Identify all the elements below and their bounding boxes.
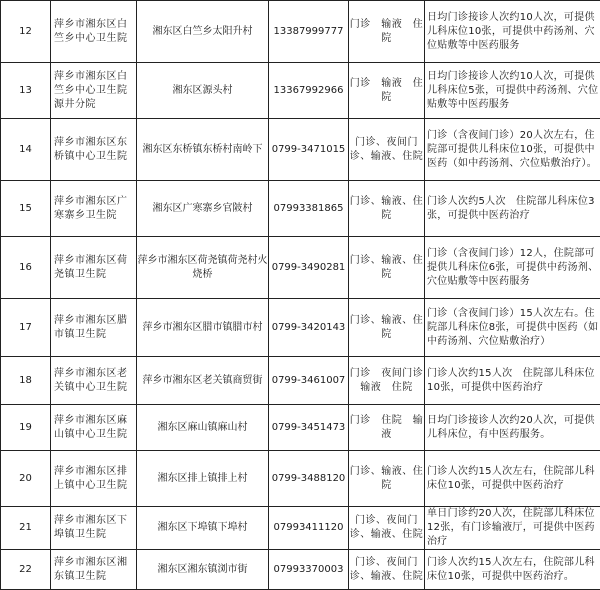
row-number: 12 [1,25,50,39]
row-number-cell [1,507,51,550]
phone-number-cell [269,119,349,181]
table-row [1,119,600,181]
service-description: 门诊人次约15人次左右，住院部儿科床位10张，可提供中医药治疗。 [427,556,600,584]
phone-number: 0799-3490281 [269,261,348,275]
institution-name: 萍乡市湘东区东桥镇中心卫生院 [54,136,136,164]
services-cell [349,119,425,181]
services: 门诊、输液、住院 [349,465,424,493]
table-row [1,237,600,299]
institution-name-cell [51,299,137,357]
services: 门诊、夜间门诊、输液、住院 [349,514,424,542]
table-row [1,451,600,507]
service-description: 门诊人次约5人次 住院部儿科床位3张，可提供中医药治疗 [427,195,600,223]
address-cell [137,237,269,299]
institution-name: 萍乡市湘东区广寒寨乡卫生院 [54,195,136,223]
row-number: 13 [1,84,50,98]
institution-name-cell [51,550,137,590]
address-cell [137,507,269,550]
service-description: 门诊人次约15人次 住院部儿科床位10张，可提供中医药治疗 [427,367,600,395]
address-cell [137,357,269,405]
address-cell [137,299,269,357]
service-description: 门诊（含夜间门诊）15人次左右。住院部儿科床位8张，可提供中医药（如中药汤剂、穴位贴敷治疗） [427,307,600,349]
phone-number-cell [269,507,349,550]
row-number-cell [1,405,51,451]
row-number: 16 [1,261,50,275]
services-cell [349,237,425,299]
phone-number-cell [269,405,349,451]
address: 湘东区下埠镇下埠村 [137,521,268,535]
table-row [1,181,600,237]
institution-name-cell [51,119,137,181]
services-cell [349,405,425,451]
address: 湘东区东桥镇东桥村南岭下 [137,143,268,157]
row-number-cell [1,550,51,590]
table-row [1,299,600,357]
service-description: 门诊人次约15人次左右，住院部儿科床位10张，可提供中医药治疗 [427,465,600,493]
services: 门诊、输液、住院 [349,254,424,282]
phone-number: 07993370003 [269,563,348,577]
services: 门诊、输液、住院 [349,314,424,342]
table-row [1,357,600,405]
address: 湘东区源头村 [137,84,268,98]
service-description-cell [425,299,600,357]
service-description-cell [425,451,600,507]
service-description-cell [425,181,600,237]
address: 湘东区排上镇排上村 [137,472,268,486]
institution-name: 萍乡市湘东区麻山镇中心卫生院 [54,414,136,442]
institution-name: 萍乡市湘东区白竺乡中心卫生院 [54,18,136,46]
table-row [1,550,600,590]
institution-name: 萍乡市湘东区腊市镇卫生院 [54,314,136,342]
row-number: 21 [1,521,50,535]
row-number: 20 [1,472,50,486]
services: 门诊 输液 住院 [349,18,424,46]
address: 湘东区白竺乡太阳升村 [137,25,268,39]
table-row [1,63,600,119]
row-number-cell [1,357,51,405]
row-number: 19 [1,421,50,435]
row-number-cell [1,237,51,299]
row-number-cell [1,451,51,507]
phone-number-cell [269,357,349,405]
services: 门诊、夜间门诊、输液、住院 [349,556,424,584]
services-cell [349,299,425,357]
service-description: 日均门诊接诊人次约10人次，可提供儿科床位10张，可提供中药汤剂、穴位贴敷等中医药服务 [427,11,600,53]
services: 门诊、夜间门诊、输液、住院 [349,136,424,164]
service-description-cell [425,119,600,181]
phone-number-cell [269,550,349,590]
row-number: 18 [1,374,50,388]
services: 门诊 夜间门诊输液 住院 [349,367,424,395]
institution-name-cell [51,357,137,405]
service-description-cell [425,405,600,451]
row-number: 15 [1,202,50,216]
institution-name-cell [51,451,137,507]
institution-name-cell [51,507,137,550]
table-row [1,507,600,550]
services-cell [349,63,425,119]
row-number-cell [1,299,51,357]
institution-name: 萍乡市湘东区排上镇中心卫生院 [54,465,136,493]
row-number: 22 [1,563,50,577]
institution-name-cell [51,1,137,63]
service-description-cell [425,507,600,550]
service-description: 日均门诊接诊人次约20人次，可提供儿科床位，有中医药服务。 [427,414,600,442]
service-description-cell [425,357,600,405]
phone-number-cell [269,451,349,507]
services-cell [349,1,425,63]
row-number-cell [1,63,51,119]
institution-name: 萍乡市湘东区荷尧镇卫生院 [54,254,136,282]
address-cell [137,63,269,119]
address: 湘东区麻山镇麻山村 [137,421,268,435]
service-description-cell [425,237,600,299]
services-cell [349,357,425,405]
address: 湘东区广寒寨乡官陂村 [137,202,268,216]
phone-number-cell [269,63,349,119]
table-row [1,405,600,451]
institution-name-cell [51,63,137,119]
phone-number: 07993411120 [269,521,348,535]
address-cell [137,550,269,590]
address: 萍乡市湘东区腊市镇腊市村 [137,321,268,335]
phone-number: 0799-3420143 [269,321,348,335]
service-description-cell [425,550,600,590]
service-description: 单日门诊约20人次，住院部儿科床位12张，有门诊输液厅，可提供中医药治疗 [427,507,600,549]
services-cell [349,550,425,590]
institution-name-cell [51,237,137,299]
phone-number: 13367992966 [269,84,348,98]
institution-name: 萍乡市湘东区白竺乡中心卫生院源井分院 [54,70,136,112]
service-description: 门诊（含夜间门诊）20人次左右，住院部可提供儿科床位10张，可提供中医药（如中药汤剂、穴位贴敷治疗）。 [427,129,600,171]
services: 门诊 输液 住院 [349,77,424,105]
phone-number: 0799-3451473 [269,421,348,435]
address: 萍乡市湘东区荷尧镇荷尧村火烧桥 [137,254,268,282]
phone-number: 07993381865 [269,202,348,216]
phone-number-cell [269,1,349,63]
institution-name: 萍乡市湘东区老关镇中心卫生院 [54,367,136,395]
row-number-cell [1,181,51,237]
services: 门诊 住院 输液 [349,414,424,442]
services-cell [349,181,425,237]
service-description: 日均门诊接诊人次约10人次，可提供儿科床位5张，可提供中药汤剂、穴位贴敷等中医药服务 [427,70,600,112]
address-cell [137,405,269,451]
phone-number-cell [269,299,349,357]
row-number: 14 [1,143,50,157]
phone-number: 0799-3471015 [269,143,348,157]
services-cell [349,507,425,550]
services-cell [349,451,425,507]
address: 萍乡市湘东区老关镇商贸街 [137,374,268,388]
phone-number-cell [269,237,349,299]
phone-number-cell [269,181,349,237]
row-number-cell [1,119,51,181]
address-cell [137,181,269,237]
row-number: 17 [1,321,50,335]
address: 湘东区湘东镇浏市街 [137,563,268,577]
institution-name-cell [51,181,137,237]
institution-name-cell [51,405,137,451]
phone-number: 13387999777 [269,25,348,39]
address-cell [137,451,269,507]
table-body [1,1,600,590]
institution-name: 萍乡市湘东区湘东镇卫生院 [54,556,136,584]
phone-number: 0799-3488120 [269,472,348,486]
address-cell [137,1,269,63]
service-description: 门诊（含夜间门诊）12人，住院部可提供儿科床位6张，可提供中药汤剂、穴位贴敷等中医药服务 [427,247,600,289]
row-number-cell [1,1,51,63]
table-row [1,1,600,63]
service-description-cell [425,1,600,63]
institution-name: 萍乡市湘东区下埠镇卫生院 [54,514,136,542]
service-description-cell [425,63,600,119]
phone-number: 0799-3461007 [269,374,348,388]
services: 门诊、输液、住院 [349,195,424,223]
address-cell [137,119,269,181]
